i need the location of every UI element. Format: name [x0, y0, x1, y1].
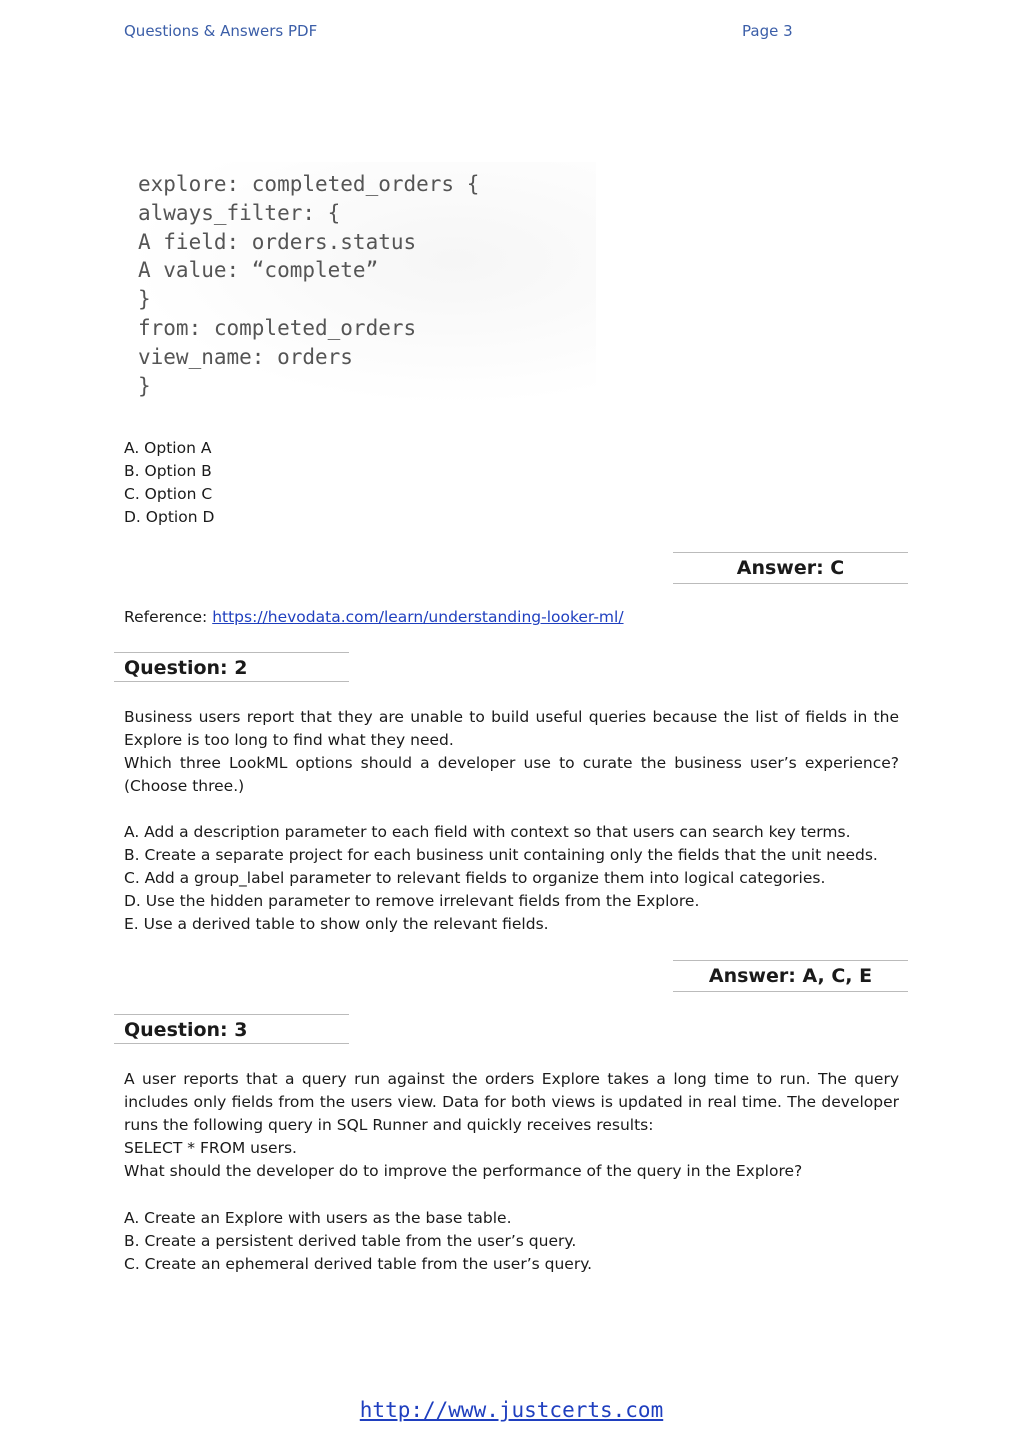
question-paragraph: What should the developer do to improve the performance of the query in the Explore?	[124, 1162, 803, 1180]
option: D. Option D	[124, 508, 215, 526]
code-line: explore: completed_orders {	[138, 172, 480, 196]
option: C. Option C	[124, 485, 213, 503]
header-title: Questions & Answers PDF	[124, 22, 318, 40]
option: D. Use the hidden parameter to remove irrelevant fields from the Explore.	[124, 892, 700, 910]
question-body	[124, 1068, 899, 1183]
code-line: }	[138, 287, 151, 312]
option: C. Create an ephemeral derived table from the user’s query.	[124, 1255, 593, 1273]
footer-link[interactable]: http://www.justcerts.com	[359, 1398, 664, 1422]
option: B. Create a persistent derived table from the user’s query.	[124, 1232, 577, 1250]
question-title: Question: 2	[114, 652, 349, 682]
question-paragraph: Which three LookML options should a developer use to curate the business user’s experience? (Choose three.)	[124, 754, 899, 795]
question-paragraph: A user reports that a query run against the orders Explore takes a long time to run. The query includes only fields from the users view. Data for both views is updated in real time. The developer runs the following query in SQL Runner and quickly receives results:	[124, 1070, 899, 1134]
code-line: }	[138, 373, 151, 398]
q3-options	[124, 1207, 592, 1276]
q1-options	[124, 437, 214, 529]
page-number: Page 3	[742, 22, 793, 40]
reference-label: Reference:	[124, 608, 213, 626]
option: E. Use a derived table to show only the relevant fields.	[124, 915, 549, 933]
q2-options	[124, 821, 878, 936]
code-line: A field: orders.status	[138, 229, 417, 254]
answer-box: Answer: C	[673, 552, 908, 584]
option: C. Add a group_label parameter to relevant fields to organize them into logical categories.	[124, 869, 826, 887]
footer	[0, 1398, 1023, 1422]
reference-link[interactable]: https://hevodata.com/learn/understanding-looker-ml/	[212, 608, 624, 626]
code-line: A value: “complete”	[138, 258, 379, 283]
option: A. Option A	[124, 439, 212, 457]
question-paragraph: SELECT * FROM users.	[124, 1139, 297, 1157]
code-line: from: completed_orders	[138, 315, 417, 340]
option: A. Create an Explore with users as the base table.	[124, 1209, 512, 1227]
option: B. Option B	[124, 462, 212, 480]
question-paragraph: Business users report that they are unable to build useful queries because the list of fields in the Explore is too long to find what they need.	[124, 708, 899, 749]
code-block	[138, 170, 479, 400]
option: A. Add a description parameter to each field with context so that users can search key terms.	[124, 823, 851, 841]
answer-box: Answer: A, C, E	[673, 960, 908, 992]
reference	[124, 606, 624, 629]
option: B. Create a separate project for each business unit containing only the fields that the unit needs.	[124, 846, 878, 864]
code-screenshot	[126, 162, 596, 407]
question-body	[124, 706, 899, 798]
question-title: Question: 3	[114, 1014, 349, 1044]
code-line: always_filter: {	[138, 200, 341, 225]
code-line: view_name: orders	[138, 344, 353, 369]
